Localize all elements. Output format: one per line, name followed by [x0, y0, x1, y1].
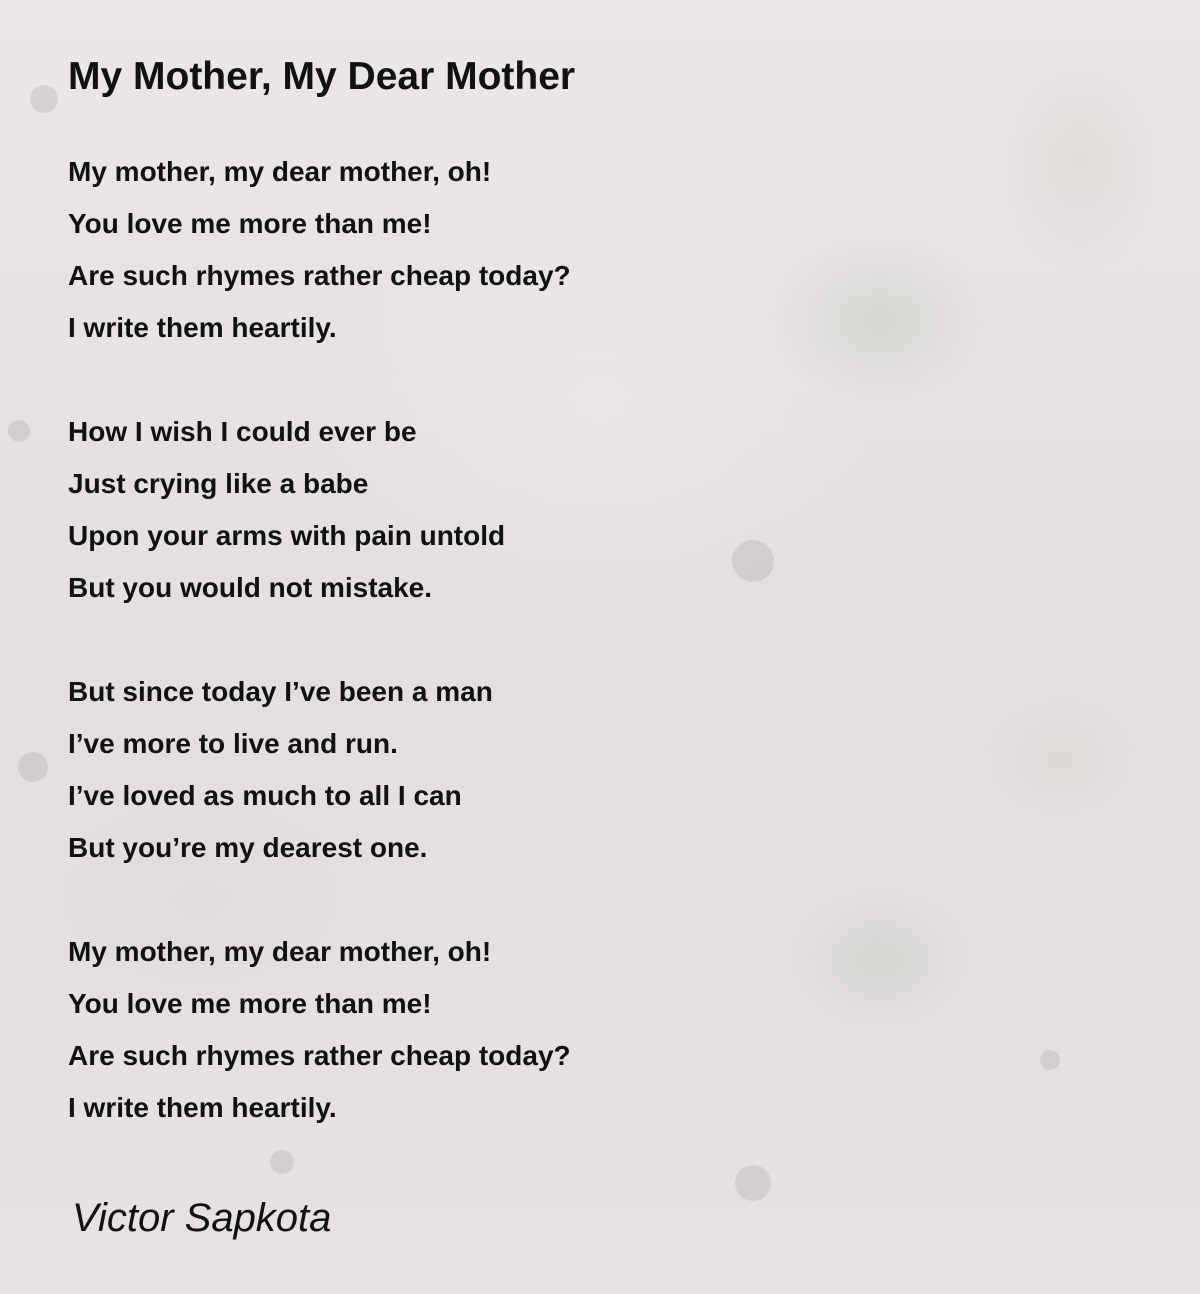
poem-line: I write them heartily. — [68, 1092, 337, 1123]
poem-body — [68, 146, 1148, 1134]
poem-line: But you’re my dearest one. — [68, 832, 428, 863]
ink-blot-decoration — [735, 1165, 771, 1201]
poem-line: I’ve loved as much to all I can — [68, 780, 462, 811]
ink-blot-decoration — [8, 420, 30, 442]
stanza — [68, 926, 1148, 1134]
poem-line: You love me more than me! — [68, 208, 432, 239]
poem-title: My Mother, My Dear Mother — [68, 55, 576, 98]
stanza — [68, 146, 1148, 354]
ink-blot-decoration — [30, 85, 58, 113]
poem-line: My mother, my dear mother, oh! — [68, 936, 492, 967]
poem-line: I write them heartily. — [68, 312, 337, 343]
poem-author: Victor Sapkota — [72, 1196, 332, 1240]
poem-line: Are such rhymes rather cheap today? — [68, 1040, 571, 1071]
ink-blot-decoration — [270, 1150, 294, 1174]
stanza — [68, 406, 1148, 614]
poem-line: How I wish I could ever be — [68, 416, 417, 447]
stanza — [68, 666, 1148, 874]
ink-blot-decoration — [18, 752, 48, 782]
poem-line: But since today I’ve been a man — [68, 676, 493, 707]
poem-line: Just crying like a babe — [68, 468, 369, 499]
poem-line: My mother, my dear mother, oh! — [68, 156, 492, 187]
poem-container — [68, 52, 1148, 1134]
poem-line: But you would not mistake. — [68, 572, 433, 603]
poem-line: Upon your arms with pain untold — [68, 520, 506, 551]
poem-line: Are such rhymes rather cheap today? — [68, 260, 571, 291]
poem-line: I’ve more to live and run. — [68, 728, 398, 759]
poem-line: You love me more than me! — [68, 988, 432, 1019]
